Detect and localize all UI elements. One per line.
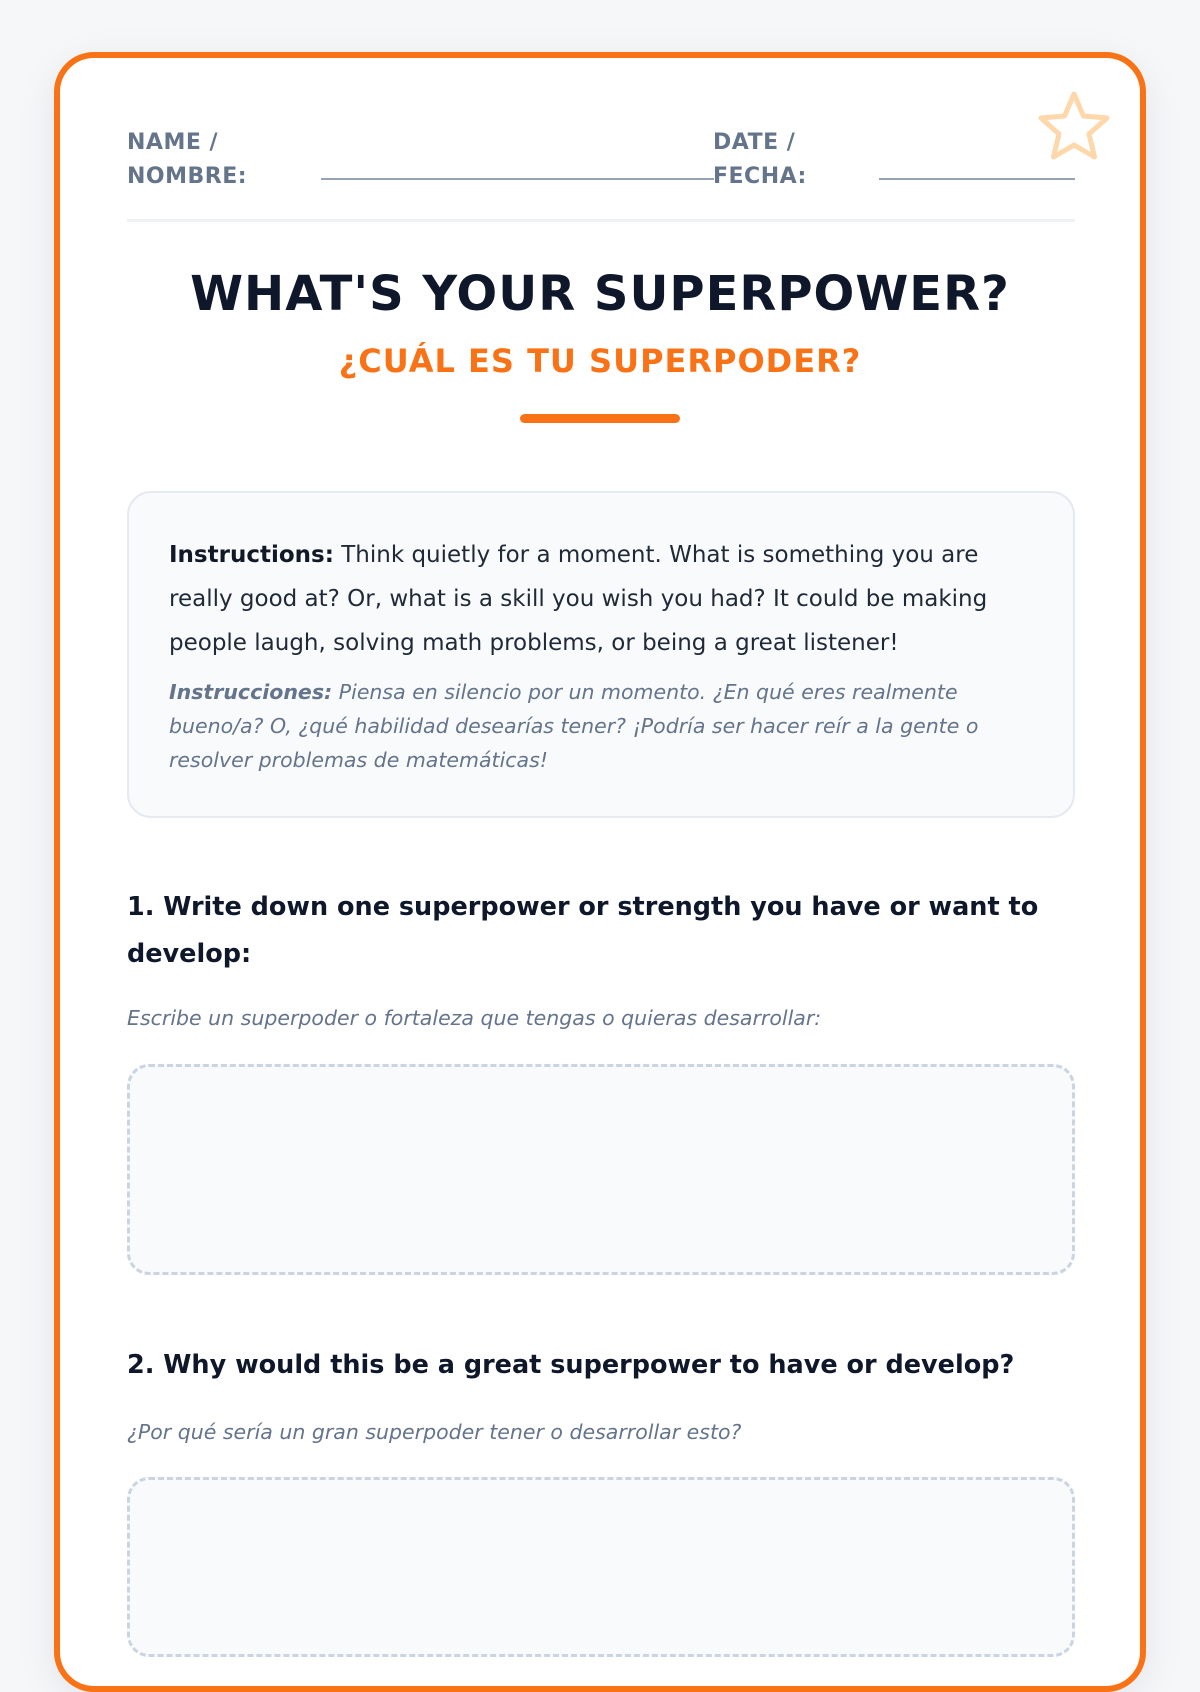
question-1-spanish: Escribe un superpoder o fortaleza que tengas o quieras desarrollar: [127,1006,822,1030]
instrucciones-label: Instrucciones: [169,680,333,704]
name-label-es: NOMBRE: [127,164,248,189]
instrucciones-text: Piensa en silencio por un momento. ¿En qué eres realmente bueno/a? O, ¿qué habilidad desearías tener? ¡Podría ser hacer reír a la gente o resolver problemas de matemáticas! [169,680,979,772]
instructions-box [127,491,1075,818]
name-label-en: NAME / [127,130,219,155]
header-divider [127,219,1075,222]
instructions-english [169,533,1033,665]
question-2: 2. Why would this be a great superpower to have or develop? [127,1350,1015,1380]
date-label-es: FECHA: [713,164,807,189]
name-label [127,126,247,194]
instructions-text: Think quietly for a moment. What is something you are really good at? Or, what is a skill you wish you had? It could be making people laugh, solving math problems, or being a great listener! [169,542,988,656]
page-title: WHAT'S YOUR SUPERPOWER? [190,266,1010,322]
title-underline [520,414,680,423]
answer-box-1[interactable] [127,1064,1075,1275]
page-subtitle: ¿CUÁL ES TU SUPERPODER? [338,342,862,380]
star-icon [1034,88,1114,168]
question-1: 1. Write down one superpower or strength you have or want to develop: [127,892,1039,969]
instructions-label: Instructions: [169,542,334,568]
date-label-en: DATE / [713,130,796,155]
name-field-line[interactable] [321,178,714,180]
date-label [713,126,807,194]
instructions-spanish [169,675,1033,777]
question-2-spanish: ¿Por qué sería un gran superpoder tener o desarrollar esto? [127,1420,742,1444]
date-field-line[interactable] [879,178,1075,180]
answer-box-2[interactable] [127,1477,1075,1657]
